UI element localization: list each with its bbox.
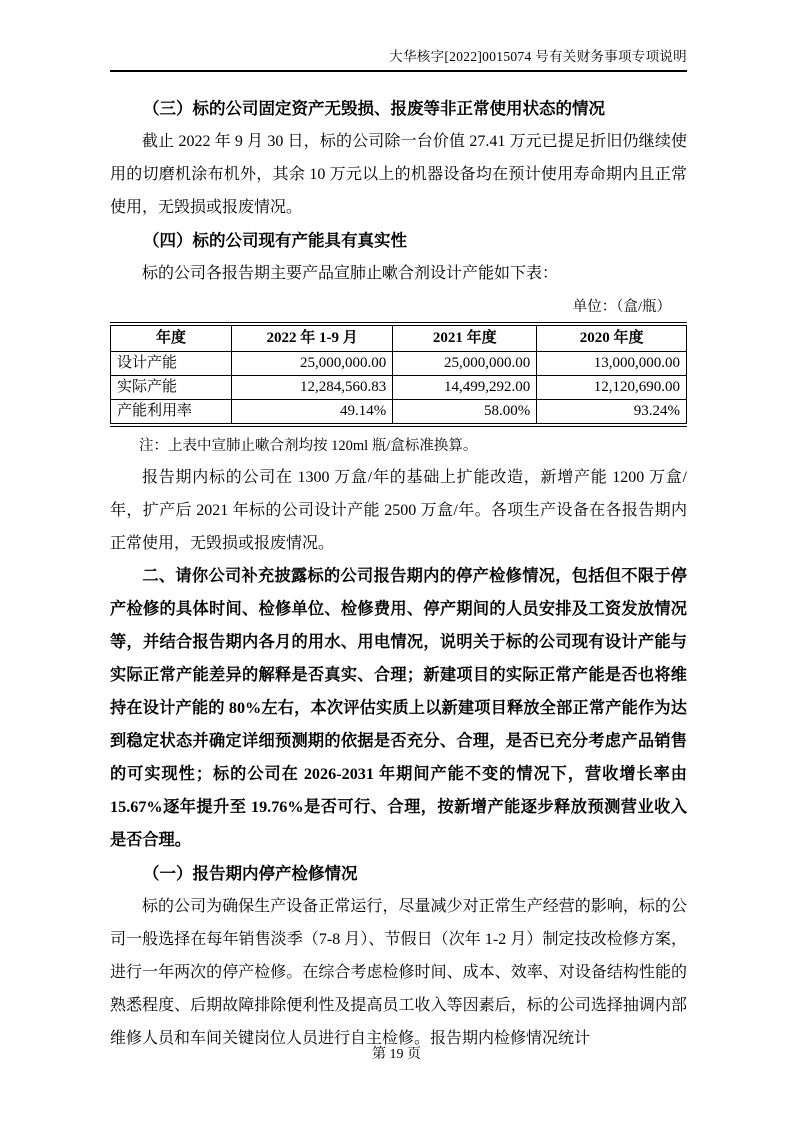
- cell-utilization-2021: 58.00%: [393, 400, 537, 426]
- table-row: [111, 352, 687, 376]
- row-label-design-capacity: 设计产能: [111, 352, 232, 376]
- cell-actual-2022: 12,284,560.83: [231, 376, 392, 400]
- cell-utilization-2020: 93.24%: [537, 400, 687, 426]
- cell-design-2022: 25,000,000.00: [231, 352, 392, 376]
- section-4-heading: （四）标的公司现有产能具有真实性: [143, 231, 407, 250]
- document-header: [110, 48, 687, 72]
- section-4-paragraph: 报告期内标的公司在 1300 万盒/年的基础上扩能改造，新增产能 1200 万盒/年，扩产后 2021 年标的公司设计产能 2500 万盒/年。各项生产设备在各报告期内正常使用，无毁损或报废情况。: [110, 469, 687, 552]
- page-number: 第 19 页: [372, 1047, 421, 1062]
- question-2-paragraph: 二、请你公司补充披露标的公司报告期内的停产检修情况，包括但不限于停产检修的具体时间、检修单位、检修费用、停产期间的人员安排及工资发放情况等，并结合报告期内各月的用水、用电情况，说明关于标的公司现有设计产能与实际正常产能差异的解释是否真实、合理；新建项目的实际正常产能是否也将维持在设计产能的 80%左右，本次评估实质上以新建项目释放全部正常产能作为达到稳定状态并确定详细预测期的依据是否充分、合理，是否已充分考虑产品销售的可实现性；标的公司在 2026-2031 年期间产能不变的情况下，营收增长率由 15.67%逐年提升至 19.76%是否可行、合理，按新增产能逐步释放预测营业收入是否合理。: [110, 567, 687, 849]
- section-4-intro-paragraph: 标的公司各报告期主要产品宣肺止嗽合剂设计产能如下表：: [142, 265, 559, 282]
- cell-actual-2020: 12,120,690.00: [537, 376, 687, 400]
- section-1-heading: （一）报告期内停产检修情况: [143, 864, 358, 883]
- table-unit-label: 单位：（盒/瓶）: [572, 299, 671, 315]
- cell-utilization-2022: 49.14%: [231, 400, 392, 426]
- table-header-2022: 2022 年 1-9 月: [231, 324, 392, 352]
- row-label-utilization-rate: 产能利用率: [111, 400, 232, 426]
- table-row: [111, 376, 687, 400]
- section-3-heading: （三）标的公司固定资产无毁损、报废等非正常使用状态的情况: [143, 99, 605, 118]
- cell-actual-2021: 14,499,292.00: [393, 376, 537, 400]
- cell-design-2021: 25,000,000.00: [393, 352, 537, 376]
- row-label-actual-capacity: 实际产能: [111, 376, 232, 400]
- table-header-2020: 2020 年度: [537, 324, 687, 352]
- section-3-paragraph: 截止 2022 年 9 月 30 日，标的公司除一台价值 27.41 万元已提足折旧仍继续使用的切磨机涂布机外，其余 10 万元以上的机器设备均在预计使用寿命期内且正常使用，无毁损或报废情况。: [110, 133, 687, 216]
- table-footnote: 注：上表中宣肺止嗽合剂均按 120ml 瓶/盒标准换算。: [139, 438, 478, 454]
- header-reference-title: 大华核字[2022]0015074 号有关财务事项专项说明: [389, 49, 687, 64]
- table-header-row: [111, 324, 687, 352]
- table-header-2021: 2021 年度: [393, 324, 537, 352]
- document-body: [110, 92, 687, 1055]
- cell-design-2020: 13,000,000.00: [537, 352, 687, 376]
- table-header-year: 年度: [111, 324, 232, 352]
- capacity-table: [110, 322, 687, 427]
- section-1-paragraph: 标的公司为确保生产设备正常运行，尽量减少对正常生产经营的影响，标的公司一般选择在每年销售淡季（7-8 月）、节假日（次年 1-2 月）制定技改检修方案，进行一年两次的停产检修。在综合考虑检修时间、成本、效率、对设备结构性能的熟悉程度、后期故障排除便利性及提高员工收入等因素后，标的公司选择抽调内部维修人员和车间关键岗位人员进行自主检修。报告期内检修情况统计: [110, 898, 687, 1047]
- table-row: [111, 400, 687, 426]
